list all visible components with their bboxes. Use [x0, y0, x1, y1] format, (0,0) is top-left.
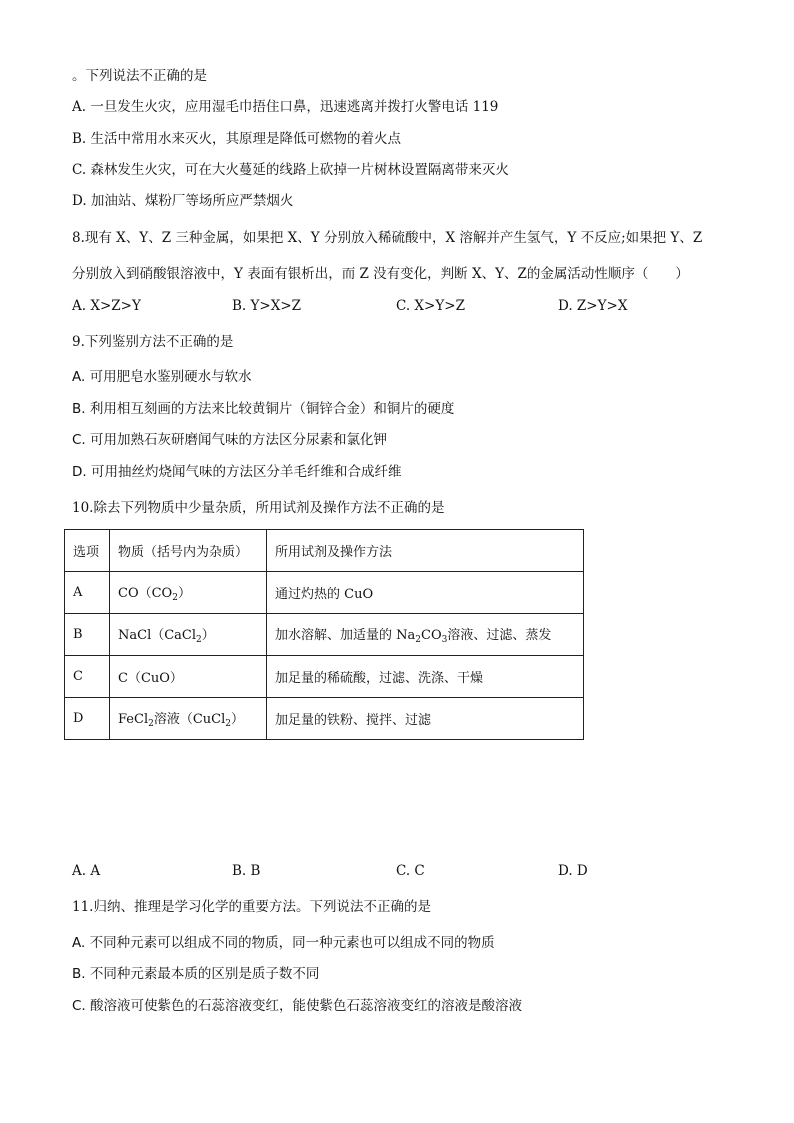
row-option: A: [65, 572, 110, 614]
q7-option-b: B. 生活中常用水来灭火，其原理是降低可燃物的着火点: [72, 131, 402, 147]
header-substance: 物质（括号内为杂质）: [110, 530, 267, 572]
row-method: 通过灼热的 CuO: [267, 572, 584, 614]
row-substance: $CO(CO_2)$: [110, 572, 267, 614]
q11-option-b: B. 不同种元素最本质的区别是质子数不同: [72, 966, 320, 982]
q10-option-c: C. C: [396, 863, 425, 879]
row-option: D: [65, 698, 110, 740]
row-substance: NaCl（CaCl$_2$）: [110, 614, 267, 656]
row-substance: FeCl$_2$溶液（CuCl$_2$）: [110, 698, 267, 740]
q8-option-d: D. Z>Y>X: [558, 298, 628, 314]
q8-option-c: C. X>Y>Z: [396, 298, 465, 314]
header-method: 所用试剂及操作方法: [267, 530, 584, 572]
table-row: [65, 656, 584, 698]
table-row: [65, 572, 584, 614]
header-option: 选项: [65, 530, 110, 572]
q7-option-c: C. 森林发生火灾，可在大火蔓延的线路上砍掉一片树林设置隔离带来灭火: [72, 162, 509, 178]
row-option: C: [65, 656, 110, 698]
q7-option-d: D. 加油站、煤粉厂等场所应严禁烟火: [72, 193, 294, 209]
q10-stem: 10.除去下列物质中少量杂质，所用试剂及操作方法不正确的是: [72, 500, 445, 516]
q11-option-c: C. 酸溶液可使紫色的石蕊溶液变红，能使紫色石蕊溶液变红的溶液是酸溶液: [72, 998, 523, 1014]
q7-option-a: A. 一旦发生火灾，应用湿毛巾捂住口鼻，迅速逃离并拨打火警电话 119: [72, 99, 499, 115]
q8-stem-line1: 8.现有 X、Y、Z 三种金属，如果把 X、Y 分别放入稀硫酸中，X 溶解并产生氢气，Y 不反应;如果把 Y、Z: [72, 230, 703, 246]
q7-stem: 。下列说法不正确的是: [72, 68, 207, 84]
row-method: 加足量的铁粉、搅拌、过滤: [267, 698, 584, 740]
q8-options: [72, 297, 712, 315]
q10-options: [72, 862, 712, 880]
q10-table: [64, 529, 584, 740]
q9-stem: 9.下列鉴别方法不正确的是: [72, 334, 234, 350]
q8-option-a: A. X>Z>Y: [72, 298, 141, 314]
q10-option-a: A. A: [72, 863, 101, 879]
q11-stem: 11.归纳、推理是学习化学的重要方法。下列说法不正确的是: [72, 899, 431, 915]
q9-option-d: D. 可用抽丝灼烧闻气味的方法区分羊毛纤维和合成纤维: [72, 464, 402, 480]
table-row: [65, 614, 584, 656]
row-method: 加足量的稀硫酸，过滤、洗涤、干燥: [267, 656, 584, 698]
q9-option-c: C. 可用加熟石灰研磨闻气味的方法区分尿素和氯化钾: [72, 432, 388, 448]
row-substance: C（CuO）: [110, 656, 267, 698]
table-header-row: [65, 530, 584, 572]
q8-stem-line2: 分别放入到硝酸银溶液中，Y 表面有银析出，而 Z 没有变化，判断 X、Y、Z的金属活动性顺序（ ）: [72, 266, 689, 282]
q10-option-d: D. D: [558, 863, 588, 879]
q8-option-b: B. Y>X>Z: [232, 298, 302, 314]
row-option: B: [65, 614, 110, 656]
row-method: 加水溶解、加适量的 $Na_2CO_3$溶液、过滤、蒸发: [267, 614, 584, 656]
table-row: [65, 698, 584, 740]
q11-option-a: A. 不同种元素可以组成不同的物质，同一种元素也可以组成不同的物质: [72, 935, 495, 951]
q9-option-a: A. 可用肥皂水鉴别硬水与软水: [72, 369, 252, 385]
q10-option-b: B. B: [232, 863, 261, 879]
q9-option-b: B. 利用相互刻画的方法来比较黄铜片（铜锌合金）和铜片的硬度: [72, 401, 455, 417]
